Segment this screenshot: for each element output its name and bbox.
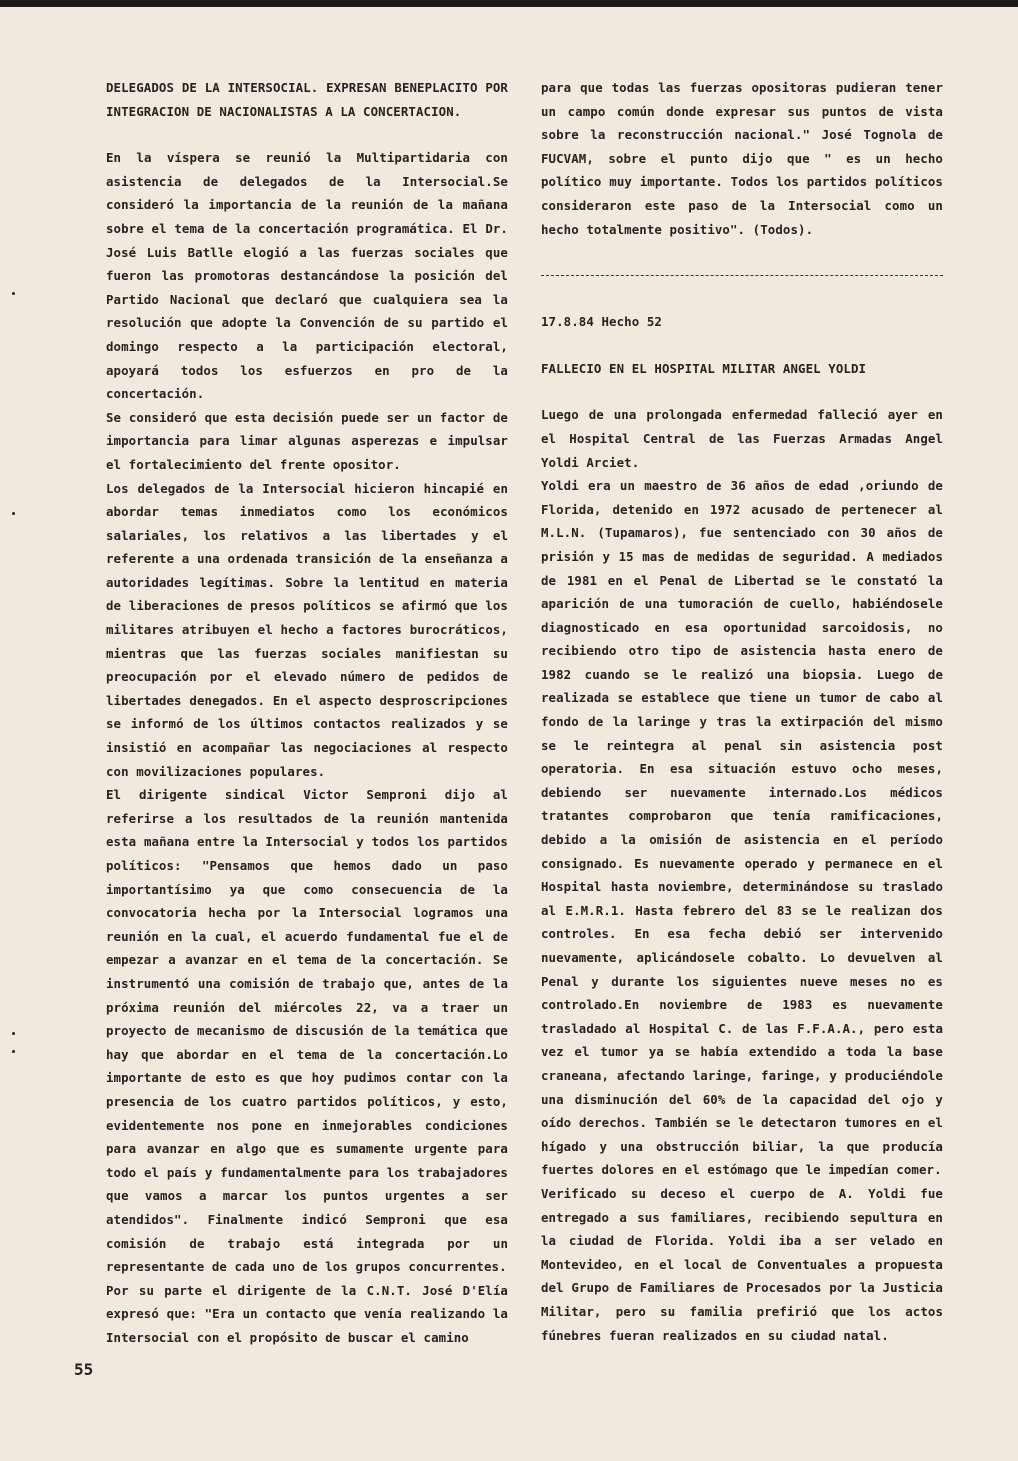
left-column [106,76,508,1349]
right-column [541,76,943,1347]
article-paragraph: Por su parte el dirigente de la C.N.T. José D'Elía expresó que: "Era un contacto que venía realizando la Intersocial con el propósito de buscar el camino [106,1282,508,1345]
article-paragraph: Verificado su deceso el cuerpo de A. Yoldi fue entregado a sus familiares, recibiendo sepultura en la ciudad de Florida. Yoldi iba a ser velado en Montevideo, en el local de Conventuales a propuesta del Grupo de Familiares de Procesados por la Justicia Militar, pero su familia prefirió que los actos fúnebres fueran realizados en su ciudad natal. [541,1185,943,1343]
margin-dot [12,512,15,515]
article-paragraph: Los delegados de la Intersocial hicieron hincapié en abordar temas inmediatos como los económicos salariales, los relativos a las libertades y el referente a una ordenada transición de la enseñanza a autoridades legítimas. Sobre la lentitud en materia de liberaciones de presos políticos se afirmó que los militares atribuyen el hecho a factores burocráticos, mientras que las fuerzas sociales manifiestan su preocupación por el elevado número de pedidos de libertades denegados. En el aspecto desproscripciones se informó de los últimos contactos realizados y se insistió en acompañar las negociaciones al respecto con movilizaciones populares. [106,480,508,779]
margin-dot [12,1050,15,1053]
article-continuation: para que todas las fuerzas opositoras pudieran tener un campo común donde expresar sus puntos de vista sobre la reconstrucción nacional." José Tognola de FUCVAM, sobre el punto dijo que " es un hecho político muy importante. Todos los partidos políticos consideraron este paso de la Intersocial como un hecho totalmente positivo". (Todos). [541,80,943,237]
top-edge-bar [0,0,1018,7]
article-paragraph: El dirigente sindical Victor Semproni dijo al referirse a los resultados de la reunión mantenida esta mañana entre la Intersocial y todos los partidos políticos: "Pensamos que hemos dado un paso importantísimo ya que como consecuencia de la convocatoria hecha por la Intersocial logramos una reunión en la cual, el acuerdo fundamental fue el de empezar a avanzar en el tema de la concertación. Se instrumentó una comisión de trabajo que, antes de la próxima reunión del miércoles 22, va a traer un proyecto de mecanismo de discusión de la temática que hay que abordar en el tema de la concertación.Lo importante de esto es que hoy pudimos contar con la presencia de los cuatro partidos políticos, y esto, evidentemente nos pone en inmejorables condiciones para avanzar en algo que es sumamente urgente para todo el país y fundamentalmente para los trabajadores que vamos a marcar los puntos urgentes a ser atendidos". Finalmente indicó Semproni que esa comisión de trabajo está integrada por un representante de cada uno de los grupos concurrentes. [106,787,508,1275]
article-paragraph: Luego de una prolongada enfermedad falleció ayer en el Hospital Central de las Fuerzas Armadas Angel Yoldi Arciet. [541,407,943,470]
article-paragraph: En la víspera se reunió la Multipartidaria con asistencia de delegados de la Intersocial.Se consideró la importancia de la reunión de la mañana sobre el tema de la concertación programática. El Dr. José Luis Batlle elogió a las fuerzas sociales que fueron las promotoras destancándose la posición del Partido Nacional que declaró que cualquiera sea la resolución que adopte la Convención de su partido el domingo respecto a la participación electoral, apoyará todos los esfuerzos en pro de la concertación. [106,150,508,402]
article-headline: DELEGADOS DE LA INTERSOCIAL. EXPRESAN BENEPLACITO POR INTEGRACION DE NACIONALISTAS A LA CONCERTACION. [106,80,508,119]
page-number: 55 [74,1360,94,1379]
dashed-divider [541,275,943,276]
date-line: 17.8.84 Hecho 52 [541,314,662,330]
margin-dot [12,1032,15,1035]
article-paragraph: Yoldi era un maestro de 36 años de edad ,oriundo de Florida, detenido en 1972 acusado de pertenecer al M.L.N. (Tupamaros), fue sentenciado con 30 años de prisión y 15 mas de medidas de seguridad. A mediados de 1981 en el Penal de Libertad se le constató la aparición de una tumoración de cuello, habiéndosele diagnosticado en esa oportunidad sarcoidosis, no recibiendo otro tipo de asistencia hasta enero de 1982 cuando se le realizó una biopsia. Luego de realizada se establece que tiene un tumor de cabo al fondo de la laringe y tras la extirpación del mismo se le reintegra al penal sin asistencia post operatoria. En esa situación estuvo ocho meses, debiendo ser nuevamente internado.Los médicos tratantes comprobaron que tenía ramificaciones, debido a la omisión de asistencia en el período consignado. Es nuevamente operado y permanece en el Hospital hasta noviembre, determinándose su traslado al E.M.R.1. Hasta febrero del 83 se le realizan dos controles. En esa fecha debió ser intervenido nuevamente, aplicándosele cobalto. Lo devuelven al Penal y durante los siguientes nueve meses no es controlado.En noviembre de 1983 es nuevamente trasladado al Hospital C. de las F.F.A.A., pero esta vez el tumor ya se había extendido a toda la base craneana, afectando laringe, faringe, y produciéndole una disminución del 60% de la capacidad del ojo y oído derechos. También se le detectaron tumores en el hígado y una obstrucción biliar, la que producía fuertes dolores en el estómago que le impedían comer. [541,478,943,1178]
article-paragraph: Se consideró que esta decisión puede ser un factor de importancia para limar algunas asperezas e impulsar el fortalecimiento del frente opositor. [106,409,508,472]
margin-dot [12,292,15,295]
article-headline: FALLECIO EN EL HOSPITAL MILITAR ANGEL YOLDI [541,360,867,376]
